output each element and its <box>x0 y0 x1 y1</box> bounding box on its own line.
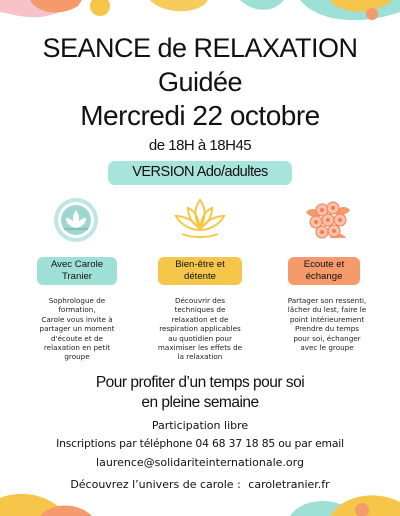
label-ecoute <box>288 257 360 285</box>
label-carole-line2: Tranier <box>61 271 93 282</box>
page-subtitle: Guidée <box>157 67 243 97</box>
website-link[interactable]: caroletranier.fr <box>248 478 330 491</box>
text-line: relaxation en petit <box>43 343 111 353</box>
text-line: d'écoute et de <box>51 333 103 343</box>
label-ecoute-line1: Ecoute et <box>303 259 345 270</box>
label-bien-etre-line1: Bien-être et <box>175 259 225 270</box>
lotus-flower-icon <box>172 196 228 242</box>
text-line: pour soi, échanger <box>293 333 361 343</box>
text-line: Carole vous invite à <box>41 314 113 324</box>
label-bien-etre-line2: détente <box>183 271 216 282</box>
label-bien-etre <box>158 257 242 285</box>
inscriptions-text: Inscriptions par téléphone 04 68 37 18 85 ou par email <box>56 437 344 450</box>
tagline-line1: Pour profiter d’un temps pour soi <box>95 374 305 391</box>
text-line: techniques de <box>174 305 226 315</box>
text-line: maximiser les effets de <box>157 343 243 353</box>
text-line: point intérieurement <box>289 314 365 324</box>
text-line: Prendre du temps <box>295 324 359 334</box>
discover-line <box>0 478 400 491</box>
discover-label: Découvrez l’univers de carole : <box>70 478 241 491</box>
version-label: VERSION Ado/adultes <box>132 164 268 180</box>
email-link[interactable]: laurence@solidariteinternationale.org <box>96 456 304 469</box>
text-line: Sophrologue de <box>48 296 106 305</box>
event-date: Mercredi 22 octobre <box>80 100 320 131</box>
event-time: de 18H à 18H45 <box>148 137 252 154</box>
text-line: partager un moment <box>39 324 115 334</box>
column-text-carole <box>22 296 132 362</box>
text-line: Partager son ressenti, <box>287 296 367 305</box>
text-line: groupe <box>64 352 90 362</box>
flower-cluster-icon <box>300 196 356 242</box>
text-line: avec le groupe <box>300 343 354 353</box>
text-line: la relaxation <box>177 352 223 362</box>
column-text-bien-etre <box>142 296 258 362</box>
participation-text: Participation libre <box>151 419 249 432</box>
text-line: relaxation et de <box>171 314 229 324</box>
lotus-circle-icon <box>52 196 100 244</box>
text-line: lâcher du lest, faire le <box>287 305 367 315</box>
text-line: formation, <box>58 305 96 315</box>
label-ecoute-line2: échange <box>305 271 343 282</box>
text-line: respiration applicables <box>159 324 241 334</box>
text-line: au quotidien pour <box>168 333 232 343</box>
tagline-line2: en pleine semaine <box>141 394 259 411</box>
label-carole <box>37 257 117 285</box>
column-text-ecoute <box>268 296 386 352</box>
text-line: Découvrir des <box>174 296 226 305</box>
label-carole-line1: Avec Carole <box>50 259 104 270</box>
page-title: SEANCE de RELAXATION <box>42 33 358 63</box>
